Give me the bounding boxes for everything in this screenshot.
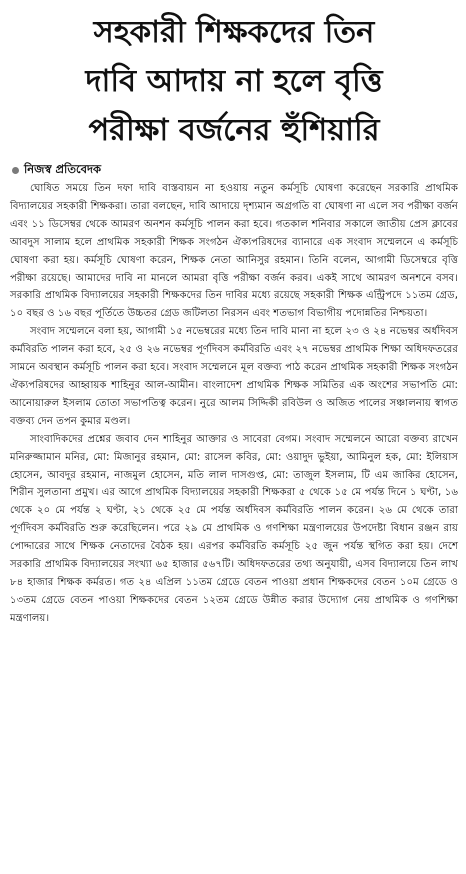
article-headline <box>10 8 458 155</box>
byline-text: নিজস্ব প্রতিবেদক <box>24 161 102 176</box>
bullet-icon <box>12 167 19 174</box>
headline-line-1: সহকারী শিক্ষকদের তিন <box>93 15 375 50</box>
paragraph-3: সাংবাদিকদের প্রশ্নের জবাব দেন শাহিনুর আক্তার ও সাবেরা বেগম। সংবাদ সম্মেলনে আরো বক্তব্য রাখেন মনিরুজ্জামান মনির, মো: মিজানুর রহমান, মো: রাসেল কবির, মো: ওয়াদুদ ভুইয়া, আমিনুল হক, মো: ইলিয়াস হোসেন, আবদুর রহমান, নাজমুল হোসেন, মতি লাল দাসগুপ্ত, মো: তাজুল ইসলাম, টি এম জাকির হোসেন, শিরীন সুলতানা প্রমুখ। এর আগে প্রাথমিক বিদ্যালয়ের সহকারী শিক্ষকরা ৫ থেকে ১৫ মে পর্যন্ত দিনে ১ ঘণ্টা, ১৬ থেকে ২০ মে পর্যন্ত ২ ঘণ্টা, ২১ থেকে ২৫ মে পর্যন্ত অর্ধদিবস কর্মবিরতি পালন করেন। ২৬ মে থেকে তারা পূর্ণদিবস কর্মবিরতি শুরু করেছিলেন। পরে ২৯ মে প্রাথমিক ও গণশিক্ষা মন্ত্রণালয়ের উপদেষ্টা বিধান রঞ্জন রায় পোদ্দারের সাথে শিক্ষক নেতাদের বৈঠক হয়। এরপর কর্মবিরতি কর্মসূচি ২৫ জুন পর্যন্ত স্থগিত করা হয়। দেশে সরকারি প্রাথমিক বিদ্যালয়ের সংখ্যা ৬৫ হাজার ৫৬৭টি। অধিদফতরের তথ্য অনুযায়ী, এসব বিদ্যালয়ে তিন লাখ ৮৪ হাজার শিক্ষক কর্মরত। গত ২৪ এপ্রিল ১১তম গ্রেডে বেতন পাওয়া প্রধান শিক্ষকদের বেতন ১০ম গ্রেডে ও ১৩তম গ্রেডে বেতন পাওয়া শিক্ষকদের বেতন ১২তম গ্রেডে উন্নীত করার উদ্যোগ নেয় প্রাথমিক ও গণশিক্ষা মন্ত্রণালয়। <box>10 433 458 624</box>
byline <box>10 161 458 179</box>
paragraph-2: সংবাদ সম্মেলনে বলা হয়, আগামী ১৫ নভেম্বরের মধ্যে তিন দাবি মানা না হলে ২৩ ও ২৪ নভেম্বর অর্ধদিবস কর্মবিরতি পালন করা হবে, ২৫ ও ২৬ নভেম্বর পূর্ণদিবস কর্মবিরতি এবং ২৭ নভেম্বর প্রাথমিক শিক্ষা অধিদফতরের সামনে অবস্থান কর্মসূচি পালন করা হবে। সংবাদ সম্মেলনে মূল বক্তব্য পাঠ করেন প্রাথমিক সহকারী শিক্ষক সংগঠন ঐক্যপরিষদের আহ্বায়ক শাহিনুর আল-আমীন। বাংলাদেশ প্রাথমিক শিক্ষক সমিতির এক অংশের সভাপতি মো: আনোয়ারুল ইসলাম তোতা সভাপতিত্ব করেন। নুরে আলম সিদ্দিকী রবিউল ও অজিত পালের সঞ্চালনায় স্বাগত বক্তব্য দেন তপন কুমার মণ্ডল। <box>10 326 458 427</box>
headline-line-3: পরীক্ষা বর্জনের হুঁশিয়ারি <box>88 113 380 148</box>
paragraph-1: ঘোষিত সময়ে তিন দফা দাবি বাস্তবায়ন না হওয়ায় নতুন কর্মসূচি ঘোষণা করেছেন সরকারি প্রাথমিক বিদ্যালয়ের সহকারী শিক্ষকরা। তারা বলছেন, দাবি আদায়ে দৃশ্যমান অগ্রগতি বা ঘোষণা না এলে সব পরীক্ষা বর্জন এবং ১১ ডিসেম্বর থেকে আমরণ অনশন কর্মসূচি পালন করা হবে। গতকাল শনিবার সকালে জাতীয় প্রেস ক্লাবের আবদুস সালাম হলে প্রাথমিক সহকারী শিক্ষক সংগঠন ঐক্যপরিষদের ব্যানারে এক সংবাদ সম্মেলনে এ কর্মসূচি ঘোষণা করা হয়। কর্মসূচি ঘোষণা করেন, শিক্ষক নেতা আনিসুর রহমান। তিনি বলেন, আগামী ডিসেম্বরে বৃত্তি পরীক্ষা রয়েছে। আমাদের দাবি না মানলে আমরা বৃত্তি পরীক্ষা বর্জন করব। একই সাথে আমরণ অনশনে বসব। সরকারি প্রাথমিক বিদ্যালয়ের সহকারী শিক্ষকদের তিন দাবির মধ্যে রয়েছে সহকারী শিক্ষক এন্ট্রিপদে ১১তম গ্রেড, ১০ বছর ও ১৬ বছর পূর্তিতে উচ্চতর গ্রেড জটিলতা নিরসন এবং শতভাগ বিভাগীয় পদোন্নতির নিশ্চয়তা। <box>10 183 458 320</box>
headline-line-2: দাবি আদায় না হলে বৃত্তি <box>85 64 383 99</box>
article-body <box>10 180 458 628</box>
